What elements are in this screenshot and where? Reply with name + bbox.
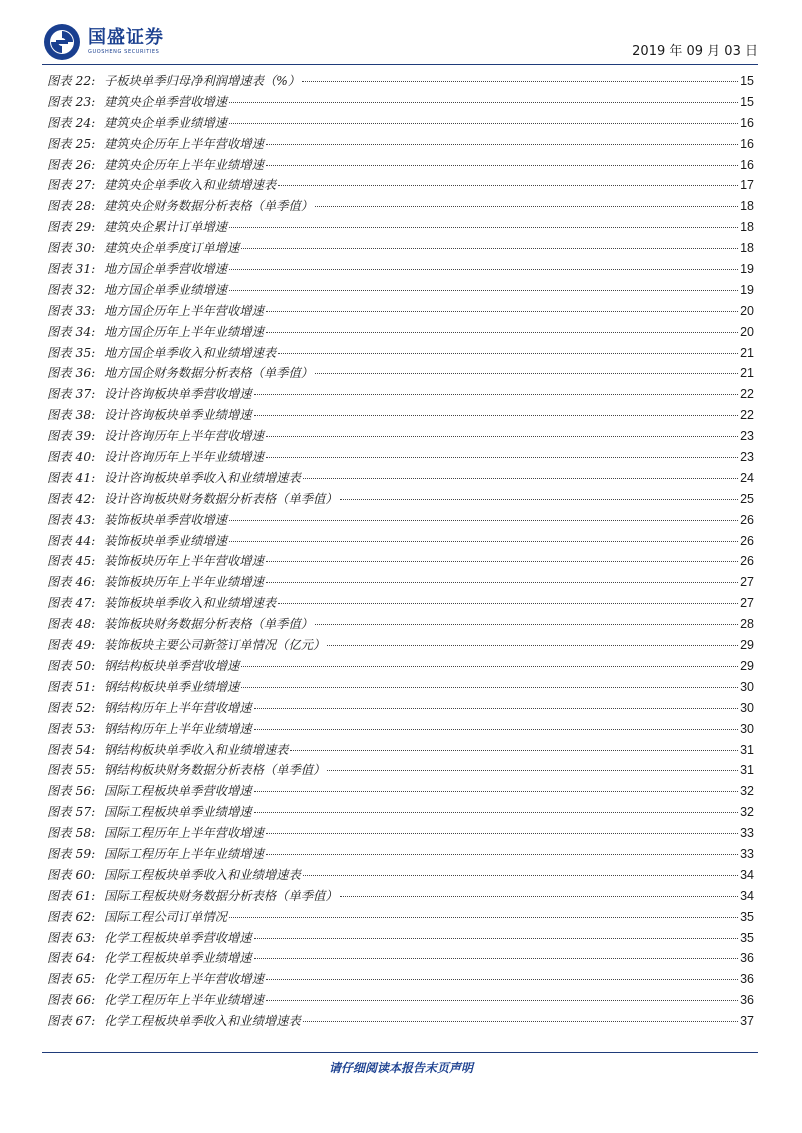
toc-leader-dots: [278, 353, 738, 354]
toc-figure-title[interactable]: 装饰板块主要公司新签订单情况（亿元）: [104, 638, 326, 653]
toc-figure-title[interactable]: 国际工程公司订单情况: [104, 909, 227, 924]
toc-figure-number: 图表 64:: [47, 951, 96, 966]
toc-page-number[interactable]: 32: [740, 784, 754, 799]
toc-entry[interactable]: [47, 656, 754, 677]
toc-figure-number: 图表 45:: [47, 554, 96, 569]
toc-figure-number: 图表 30:: [47, 241, 96, 256]
toc-figure-title[interactable]: 化学工程历年上半年业绩增速: [104, 993, 264, 1008]
toc-entry[interactable]: [47, 92, 754, 113]
toc-page-number[interactable]: 32: [740, 805, 754, 820]
toc-leader-dots: [229, 290, 738, 291]
toc-figure-title[interactable]: 钢结构板块单季业绩增速: [104, 679, 240, 694]
toc-figure-number: 图表 54:: [47, 742, 96, 757]
toc-entry[interactable]: [47, 823, 754, 844]
brand-logo: [42, 22, 164, 62]
toc-leader-dots: [278, 185, 738, 186]
page-header: [42, 18, 758, 66]
toc-entry[interactable]: [47, 1011, 754, 1032]
toc-page-number[interactable]: 16: [740, 157, 754, 172]
toc-figure-title[interactable]: 钢结构板块单季收入和业绩增速表: [104, 742, 289, 757]
toc-entry[interactable]: [47, 719, 754, 740]
toc-figure-number: 图表 67:: [47, 1014, 96, 1029]
toc-leader-dots: [278, 603, 738, 604]
toc-page-number[interactable]: 18: [740, 199, 754, 214]
toc-leader-dots: [254, 812, 739, 813]
toc-figure-number: 图表 29:: [47, 220, 96, 235]
toc-page-number[interactable]: 36: [740, 951, 754, 966]
toc-figure-title[interactable]: 建筑央企累计订单增速: [104, 220, 227, 235]
toc-page-number[interactable]: 17: [740, 178, 754, 193]
toc-figure-title[interactable]: 化学工程板块单季收入和业绩增速表: [104, 1014, 301, 1029]
toc-page-number[interactable]: 27: [740, 575, 754, 590]
toc-page-number[interactable]: 37: [740, 1014, 754, 1029]
toc-entry[interactable]: [47, 781, 754, 802]
toc-page-number[interactable]: 31: [740, 763, 754, 778]
toc-figure-title[interactable]: 国际工程板块单季收入和业绩增速表: [104, 867, 301, 882]
toc-page-number[interactable]: 23: [740, 429, 754, 444]
toc-leader-dots: [254, 394, 739, 395]
toc-figure-number: 图表 40:: [47, 450, 96, 465]
toc-figure-title[interactable]: 钢结构板块财务数据分析表格（单季值）: [104, 763, 326, 778]
toc-leader-dots: [254, 415, 739, 416]
toc-leader-dots: [327, 770, 738, 771]
toc-figure-number: 图表 33:: [47, 303, 96, 318]
toc-entry[interactable]: [47, 489, 754, 510]
toc-leader-dots: [315, 206, 738, 207]
toc-entry[interactable]: [47, 217, 754, 238]
brand-name-cn: 国盛证券: [88, 27, 164, 48]
toc-leader-dots: [229, 541, 738, 542]
toc-leader-dots: [229, 123, 738, 124]
toc-figure-title[interactable]: 地方国企单季营收增速: [104, 262, 227, 277]
toc-figure-number: 图表 36:: [47, 366, 96, 381]
toc-figure-title[interactable]: 建筑央企历年上半年营收增速: [104, 136, 264, 151]
toc-figure-number: 图表 38:: [47, 408, 96, 423]
toc-figure-title[interactable]: 子板块单季归母净利润增速表（%）: [104, 74, 301, 88]
toc-leader-dots: [229, 520, 738, 521]
toc-figure-title[interactable]: 建筑央企单季度订单增速: [104, 241, 240, 256]
toc-leader-dots: [266, 979, 738, 980]
toc-figure-title[interactable]: 建筑央企单季收入和业绩增速表: [104, 178, 277, 193]
toc-figure-title[interactable]: 装饰板块单季营收增速: [104, 512, 227, 527]
toc-figure-number: 图表 65:: [47, 972, 96, 987]
toc-figure-title[interactable]: 地方国企历年上半年业绩增速: [104, 324, 264, 339]
toc-figure-title[interactable]: 地方国企财务数据分析表格（单季值）: [104, 366, 314, 381]
toc-leader-dots: [340, 896, 738, 897]
toc-page-number[interactable]: 18: [740, 241, 754, 256]
toc-figure-title[interactable]: 钢结构历年上半年业绩增速: [104, 721, 252, 736]
toc-page-number[interactable]: 29: [740, 658, 754, 673]
toc-figure-number: 图表 63:: [47, 930, 96, 945]
toc-figure-number: 图表 25:: [47, 136, 96, 151]
toc-figure-title[interactable]: 装饰板块历年上半年营收增速: [104, 554, 264, 569]
toc-figure-title[interactable]: 地方国企单季业绩增速: [104, 282, 227, 297]
toc-page-number[interactable]: 36: [740, 972, 754, 987]
toc-page-number[interactable]: 19: [740, 262, 754, 277]
toc-figure-number: 图表 55:: [47, 763, 96, 778]
toc-entry[interactable]: [47, 447, 754, 468]
toc-leader-dots: [266, 833, 738, 834]
toc-leader-dots: [266, 854, 738, 855]
toc-figure-title[interactable]: 设计咨询板块单季营收增速: [104, 387, 252, 402]
toc-figure-title[interactable]: 钢结构板块单季营收增速: [104, 658, 240, 673]
toc-figure-number: 图表 50:: [47, 658, 96, 673]
toc-page-number[interactable]: 33: [740, 826, 754, 841]
toc-page-number[interactable]: 31: [740, 742, 754, 757]
toc-figure-title[interactable]: 设计咨询板块财务数据分析表格（单季值）: [104, 491, 338, 506]
toc-leader-dots: [315, 624, 738, 625]
toc-entry[interactable]: [47, 635, 754, 656]
toc-entry[interactable]: [47, 175, 754, 196]
toc-figure-title[interactable]: 装饰板块单季收入和业绩增速表: [104, 596, 277, 611]
toc-page-number[interactable]: 33: [740, 846, 754, 861]
toc-leader-dots: [266, 144, 738, 145]
toc-leader-dots: [241, 687, 738, 688]
toc-figure-number: 图表 28:: [47, 199, 96, 214]
toc-page-number[interactable]: 22: [740, 387, 754, 402]
toc-figure-title[interactable]: 国际工程历年上半年营收增速: [104, 826, 264, 841]
toc-figure-title[interactable]: 设计咨询历年上半年营收增速: [104, 429, 264, 444]
toc-figure-title[interactable]: 设计咨询板块单季收入和业绩增速表: [104, 470, 301, 485]
toc-figure-title[interactable]: 建筑央企单季营收增速: [104, 94, 227, 109]
toc-leader-dots: [302, 81, 738, 82]
toc-page-number[interactable]: 35: [740, 909, 754, 924]
toc-figure-number: 图表 57:: [47, 805, 96, 820]
toc-figure-number: 图表 43:: [47, 512, 96, 527]
toc-page-number[interactable]: 18: [740, 220, 754, 235]
toc-leader-dots: [254, 791, 739, 792]
toc-page-number[interactable]: 19: [740, 282, 754, 297]
toc-leader-dots: [254, 729, 739, 730]
header-divider: [42, 64, 758, 65]
toc-leader-dots: [303, 478, 738, 479]
toc-entry[interactable]: [47, 155, 754, 176]
toc-figure-title[interactable]: 设计咨询板块单季业绩增速: [104, 408, 252, 423]
toc-entry[interactable]: [47, 468, 754, 489]
toc-figure-title[interactable]: 国际工程板块单季业绩增速: [104, 805, 252, 820]
toc-leader-dots: [266, 582, 738, 583]
toc-entry[interactable]: [47, 572, 754, 593]
toc-leader-dots: [266, 561, 738, 562]
toc-leader-dots: [315, 373, 738, 374]
toc-page-number[interactable]: 21: [740, 366, 754, 381]
toc-leader-dots: [303, 875, 738, 876]
toc-figure-title[interactable]: 建筑央企历年上半年业绩增速: [104, 157, 264, 172]
toc-figure-title[interactable]: 装饰板块财务数据分析表格（单季值）: [104, 617, 314, 632]
toc-entry[interactable]: [47, 802, 754, 823]
toc-page-number[interactable]: 16: [740, 115, 754, 130]
table-of-figures: [47, 71, 754, 1032]
toc-leader-dots: [254, 708, 739, 709]
toc-leader-dots: [229, 917, 738, 918]
toc-page-number[interactable]: 24: [740, 470, 754, 485]
toc-page-number[interactable]: 34: [740, 867, 754, 882]
toc-leader-dots: [303, 1021, 738, 1022]
toc-figure-title[interactable]: 化学工程板块单季营收增速: [104, 930, 252, 945]
toc-figure-title[interactable]: 国际工程板块财务数据分析表格（单季值）: [104, 888, 338, 903]
toc-figure-number: 图表 60:: [47, 867, 96, 882]
toc-page-number[interactable]: 28: [740, 617, 754, 632]
toc-figure-number: 图表 53:: [47, 721, 96, 736]
toc-figure-title[interactable]: 地方国企单季收入和业绩增速表: [104, 345, 277, 360]
toc-figure-number: 图表 48:: [47, 617, 96, 632]
toc-page-number[interactable]: 26: [740, 554, 754, 569]
toc-entry[interactable]: [47, 384, 754, 405]
toc-figure-number: 图表 58:: [47, 826, 96, 841]
toc-figure-title[interactable]: 钢结构历年上半年营收增速: [104, 700, 252, 715]
toc-leader-dots: [229, 227, 738, 228]
toc-leader-dots: [327, 645, 738, 646]
toc-figure-title[interactable]: 建筑央企财务数据分析表格（单季值）: [104, 199, 314, 214]
toc-figure-number: 图表 66:: [47, 993, 96, 1008]
toc-entry[interactable]: [47, 238, 754, 259]
toc-leader-dots: [266, 332, 738, 333]
toc-figure-number: 图表 52:: [47, 700, 96, 715]
toc-figure-number: 图表 37:: [47, 387, 96, 402]
toc-figure-number: 图表 62:: [47, 909, 96, 924]
toc-entry[interactable]: [47, 405, 754, 426]
toc-figure-title[interactable]: 装饰板块历年上半年业绩增速: [104, 575, 264, 590]
toc-leader-dots: [254, 958, 739, 959]
toc-entry[interactable]: [47, 259, 754, 280]
toc-entry[interactable]: [47, 907, 754, 928]
toc-leader-dots: [266, 436, 738, 437]
toc-page-number[interactable]: 15: [740, 74, 754, 88]
toc-entry[interactable]: [47, 531, 754, 552]
toc-entry[interactable]: [47, 363, 754, 384]
toc-figure-number: 图表 47:: [47, 596, 96, 611]
toc-figure-number: 图表 46:: [47, 575, 96, 590]
toc-entry[interactable]: [47, 134, 754, 155]
toc-figure-title[interactable]: 设计咨询历年上半年业绩增速: [104, 450, 264, 465]
footer-disclaimer: 请仔细阅读本报告末页声明: [328, 1061, 473, 1075]
toc-page-number[interactable]: 16: [740, 136, 754, 151]
toc-entry[interactable]: [47, 551, 754, 572]
toc-entry[interactable]: [47, 71, 754, 92]
toc-page-number[interactable]: 21: [740, 345, 754, 360]
toc-entry[interactable]: [47, 426, 754, 447]
toc-page-number[interactable]: 30: [740, 679, 754, 694]
brand-name-en: GUOSHENG SECURITIES: [88, 49, 160, 55]
toc-entry[interactable]: [47, 677, 754, 698]
toc-figure-number: 图表 59:: [47, 846, 96, 861]
toc-figure-number: 图表 44:: [47, 533, 96, 548]
toc-figure-number: 图表 31:: [47, 262, 96, 277]
toc-entry[interactable]: [47, 844, 754, 865]
toc-entry[interactable]: [47, 113, 754, 134]
toc-figure-number: 图表 22:: [47, 74, 96, 88]
toc-figure-number: 图表 39:: [47, 429, 96, 444]
toc-entry[interactable]: [47, 740, 754, 761]
toc-entry[interactable]: [47, 593, 754, 614]
toc-figure-number: 图表 49:: [47, 638, 96, 653]
toc-leader-dots: [266, 1000, 738, 1001]
toc-entry[interactable]: [47, 865, 754, 886]
toc-page-number[interactable]: 26: [740, 533, 754, 548]
toc-page-number[interactable]: 23: [740, 450, 754, 465]
toc-page-number[interactable]: 29: [740, 638, 754, 653]
toc-page-number[interactable]: 25: [740, 491, 754, 506]
toc-entry[interactable]: [47, 343, 754, 364]
footer-divider: [42, 1052, 758, 1053]
toc-figure-number: 图表 42:: [47, 491, 96, 506]
toc-figure-title[interactable]: 建筑央企单季业绩增速: [104, 115, 227, 130]
toc-leader-dots: [254, 938, 739, 939]
toc-entry[interactable]: [47, 196, 754, 217]
guosheng-logo-icon: [42, 22, 82, 62]
toc-figure-title[interactable]: 装饰板块单季业绩增速: [104, 533, 227, 548]
toc-entry[interactable]: [47, 886, 754, 907]
toc-leader-dots: [229, 102, 738, 103]
toc-figure-number: 图表 27:: [47, 178, 96, 193]
toc-figure-number: 图表 51:: [47, 679, 96, 694]
toc-figure-number: 图表 41:: [47, 470, 96, 485]
toc-figure-title[interactable]: 国际工程板块单季营收增速: [104, 784, 252, 799]
toc-figure-number: 图表 24:: [47, 115, 96, 130]
toc-figure-number: 图表 23:: [47, 94, 96, 109]
toc-leader-dots: [241, 248, 738, 249]
toc-figure-number: 图表 26:: [47, 157, 96, 172]
toc-leader-dots: [241, 666, 738, 667]
toc-figure-title[interactable]: 化学工程板块单季业绩增速: [104, 951, 252, 966]
toc-figure-title[interactable]: 地方国企历年上半年营收增速: [104, 303, 264, 318]
toc-page-number[interactable]: 20: [740, 303, 754, 318]
toc-figure-number: 图表 34:: [47, 324, 96, 339]
toc-entry[interactable]: [47, 969, 754, 990]
toc-figure-number: 图表 56:: [47, 784, 96, 799]
toc-leader-dots: [266, 165, 738, 166]
toc-entry[interactable]: [47, 990, 754, 1011]
toc-entry[interactable]: [47, 614, 754, 635]
toc-entry[interactable]: [47, 698, 754, 719]
toc-entry[interactable]: [47, 301, 754, 322]
toc-entry[interactable]: [47, 280, 754, 301]
toc-figure-title[interactable]: 国际工程历年上半年业绩增速: [104, 846, 264, 861]
toc-figure-title[interactable]: 化学工程历年上半年营收增速: [104, 972, 264, 987]
toc-page-number[interactable]: 15: [740, 94, 754, 109]
toc-figure-number: 图表 35:: [47, 345, 96, 360]
report-date: 2019 年 09 月 03 日: [632, 44, 758, 59]
toc-leader-dots: [290, 750, 738, 751]
toc-page-number[interactable]: 26: [740, 512, 754, 527]
toc-leader-dots: [229, 269, 738, 270]
toc-entry[interactable]: [47, 928, 754, 949]
toc-figure-number: 图表 61:: [47, 888, 96, 903]
toc-entry[interactable]: [47, 510, 754, 531]
toc-entry[interactable]: [47, 322, 754, 343]
toc-page-number[interactable]: 30: [740, 721, 754, 736]
toc-page-number[interactable]: 34: [740, 888, 754, 903]
toc-page-number[interactable]: 20: [740, 324, 754, 339]
toc-leader-dots: [266, 457, 738, 458]
toc-page-number[interactable]: 22: [740, 408, 754, 423]
toc-entry[interactable]: [47, 948, 754, 969]
toc-leader-dots: [266, 311, 738, 312]
toc-leader-dots: [340, 499, 738, 500]
toc-page-number[interactable]: 27: [740, 596, 754, 611]
toc-page-number[interactable]: 30: [740, 700, 754, 715]
toc-entry[interactable]: [47, 760, 754, 781]
toc-page-number[interactable]: 36: [740, 993, 754, 1008]
toc-figure-number: 图表 32:: [47, 282, 96, 297]
toc-page-number[interactable]: 35: [740, 930, 754, 945]
